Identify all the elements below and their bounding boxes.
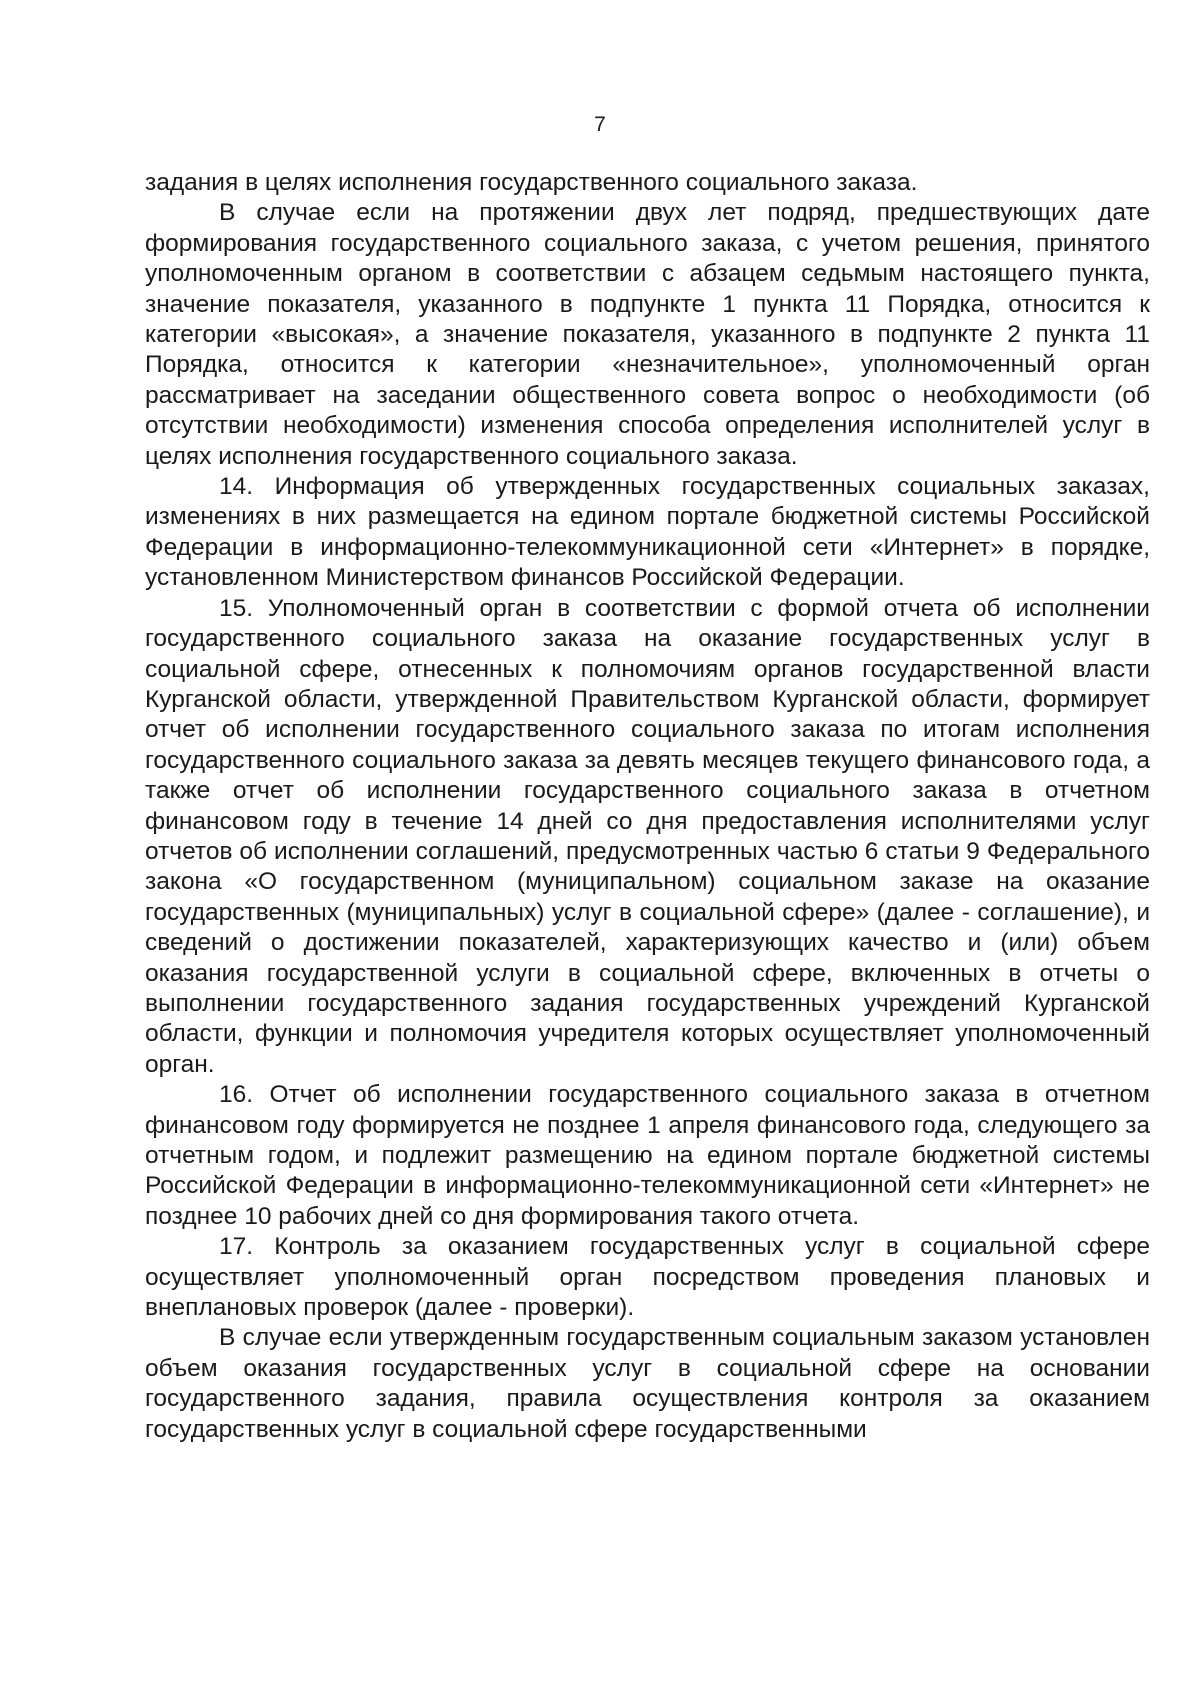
document-body xyxy=(145,168,1150,1445)
paragraph-continuation: задания в целях исполнения государственного социального заказа. xyxy=(145,169,918,196)
paragraph-item-17: 17. Контроль за оказанием государственных услуг в социальной сфере осуществляет уполномоченный орган посредством проведения плановых и внеплановых проверок (далее - проверки). xyxy=(145,1233,1150,1322)
paragraph-social-council-review: В случае если на протяжении двух лет подряд, предшествующих дате формирования государственного социального заказа, с учетом решения, принятого уполномоченным органом в соответствии с абзацем седьмым настоящего пункта, значение показателя, указанного в подпункте 1 пункта 11 Порядка, относится к категории «высокая», а значение показателя, указанного в подпункте 2 пункта 11 Порядка, относится к категории «незначительное», уполномоченный орган рассматривает на заседании общественного совета вопрос о необходимости (об отсутствии необходимости) изменения способа определения исполнителей услуг в целях исполнения государственного социального заказа. xyxy=(145,199,1150,470)
paragraph-item-14: 14. Информация об утвержденных государственных социальных заказах, изменениях в них размещается на едином портале бюджетной системы Российской Федерации в информационно-телекоммуникационной сети «Интернет» в порядке, установленном Министерством финансов Российской Федерации. xyxy=(145,473,1150,592)
paragraph-item-16: 16. Отчет об исполнении государственного социального заказа в отчетном финансовом году формируется не позднее 1 апреля финансового года, следующего за отчетным годом, и подлежит размещению на едином портале бюджетной системы Российской Федерации в информационно-телекоммуникационной сети «Интернет» не позднее 10 рабочих дней со дня формирования такого отчета. xyxy=(145,1081,1150,1230)
page-number: 7 xyxy=(594,113,606,136)
paragraph-state-assignment-control: В случае если утвержденным государственным социальным заказом установлен объем оказания государственных услуг в социальной сфере на основании государственного задания, правила осуществления контроля за оказанием государственных услуг в социальной сфере государственными xyxy=(145,1324,1150,1443)
paragraph-item-15: 15. Уполномоченный орган в соответствии с формой отчета об исполнении государственного социального заказа на оказание государственных услуг в социальной сфере, отнесенных к полномочиям органов государственной власти Курганской области, утвержденной Правительством Курганской области, формирует отчет об исполнении государственного социального заказа по итогам исполнения государственного социального заказа за девять месяцев текущего финансового года, а также отчет об исполнении государственного социального заказа в отчетном финансовом году в течение 14 дней со дня предоставления исполнителями услуг отчетов об исполнении соглашений, предусмотренных частью 6 статьи 9 Федерального закона «О государственном (муниципальном) социальном заказе на оказание государственных (муниципальных) услуг в социальной сфере» (далее - соглашение), и сведений о достижении показателей, характеризующих качество и (или) объем оказания государственной услуги в социальной сфере, включенных в отчеты о выполнении государственного задания государственных учреждений Курганской области, функции и полномочия учредителя которых осуществляет уполномоченный орган. xyxy=(145,594,1150,1078)
